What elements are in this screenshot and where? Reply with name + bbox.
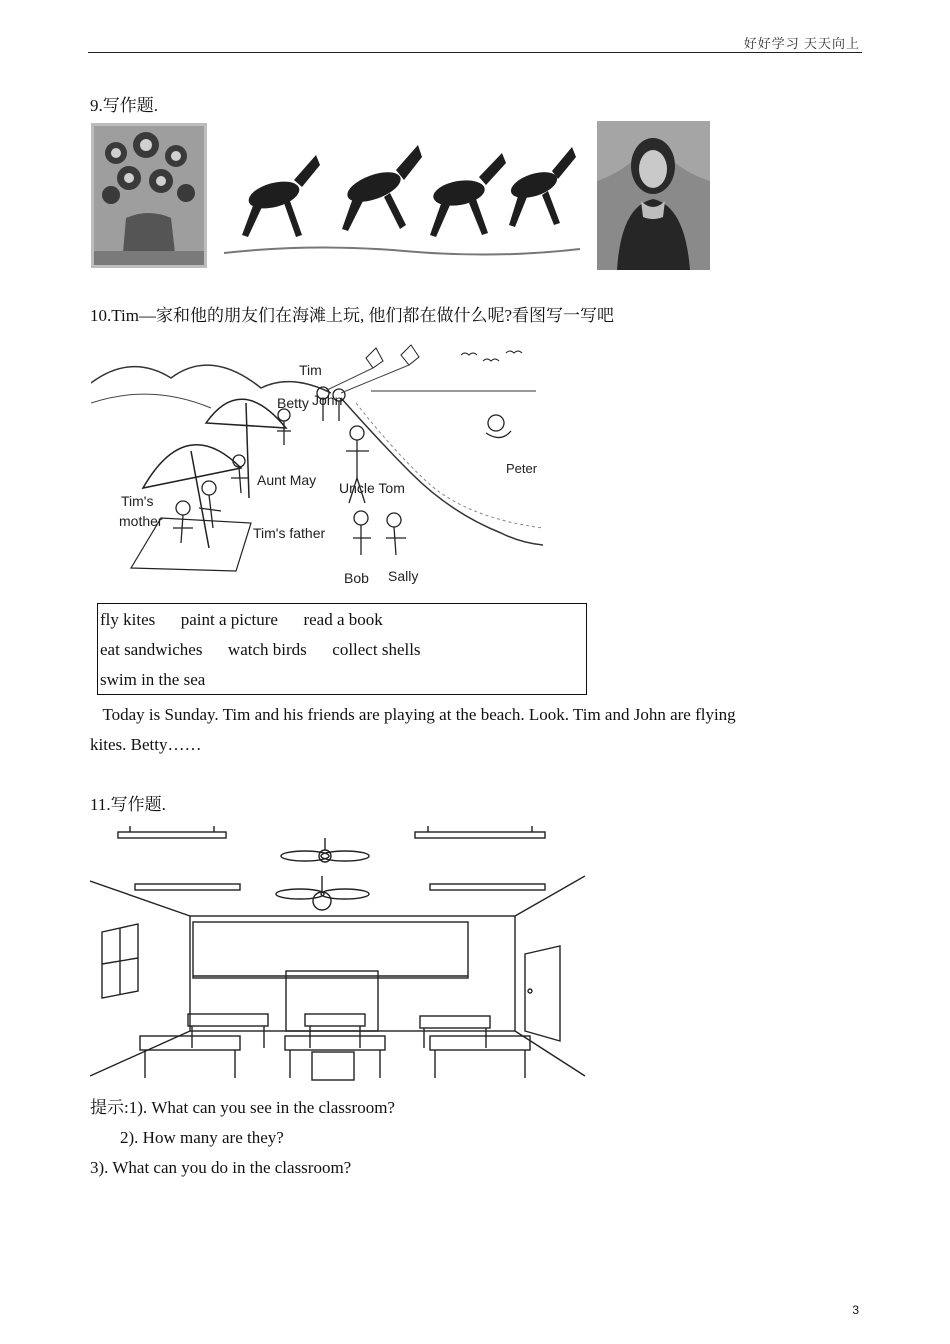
q11-hint-2: 2). How many are they? xyxy=(120,1128,284,1147)
label-bob: Bob xyxy=(344,570,369,586)
beach-scene-image xyxy=(91,333,543,595)
word-bank-line-1: fly kites paint a picture read a book xyxy=(100,610,383,629)
label-betty: Betty xyxy=(277,395,309,411)
word-bank-line-2: eat sandwiches watch birds collect shells xyxy=(100,640,421,659)
label-john: John xyxy=(312,392,343,408)
mona-lisa-painting-image xyxy=(597,121,710,270)
header-motto: 好好学习 天天向上 xyxy=(743,36,860,51)
label-uncle-tom: Uncle Tom xyxy=(339,480,405,496)
q11-title: 11.写作题. xyxy=(90,795,166,814)
word-bank-line-3: swim in the sea xyxy=(100,670,206,689)
galloping-horses-painting-image xyxy=(224,125,580,261)
label-tims-father: Tim's father xyxy=(253,525,326,541)
label-tims-mother-line1: Tim's xyxy=(121,493,154,509)
q10-title: 10.Tim—家和他的朋友们在海滩上玩, 他们都在做什么呢?看图写一写吧 xyxy=(90,306,615,325)
label-aunt-may: Aunt May xyxy=(257,472,317,488)
q11-hint-1: 提示:1). What can you see in the classroom? xyxy=(90,1098,395,1117)
sunflowers-painting-image xyxy=(91,123,207,268)
label-tims-mother-line2: mother xyxy=(119,513,163,529)
q10-prompt-line-2: kites. Betty…… xyxy=(90,735,202,754)
header-rule xyxy=(88,52,862,53)
label-peter: Peter xyxy=(506,461,538,476)
classroom-image xyxy=(90,826,585,1082)
label-sally: Sally xyxy=(388,568,419,584)
q10-prompt-line-1: Today is Sunday. Tim and his friends are playing at the beach. Look. Tim and John are flying xyxy=(90,705,736,724)
label-tim: Tim xyxy=(299,362,322,378)
q11-hint-3: 3). What can you do in the classroom? xyxy=(90,1158,352,1177)
word-bank-box xyxy=(97,603,587,695)
page-number: 3 xyxy=(852,1303,859,1317)
q9-title: 9.写作题. xyxy=(90,96,158,115)
